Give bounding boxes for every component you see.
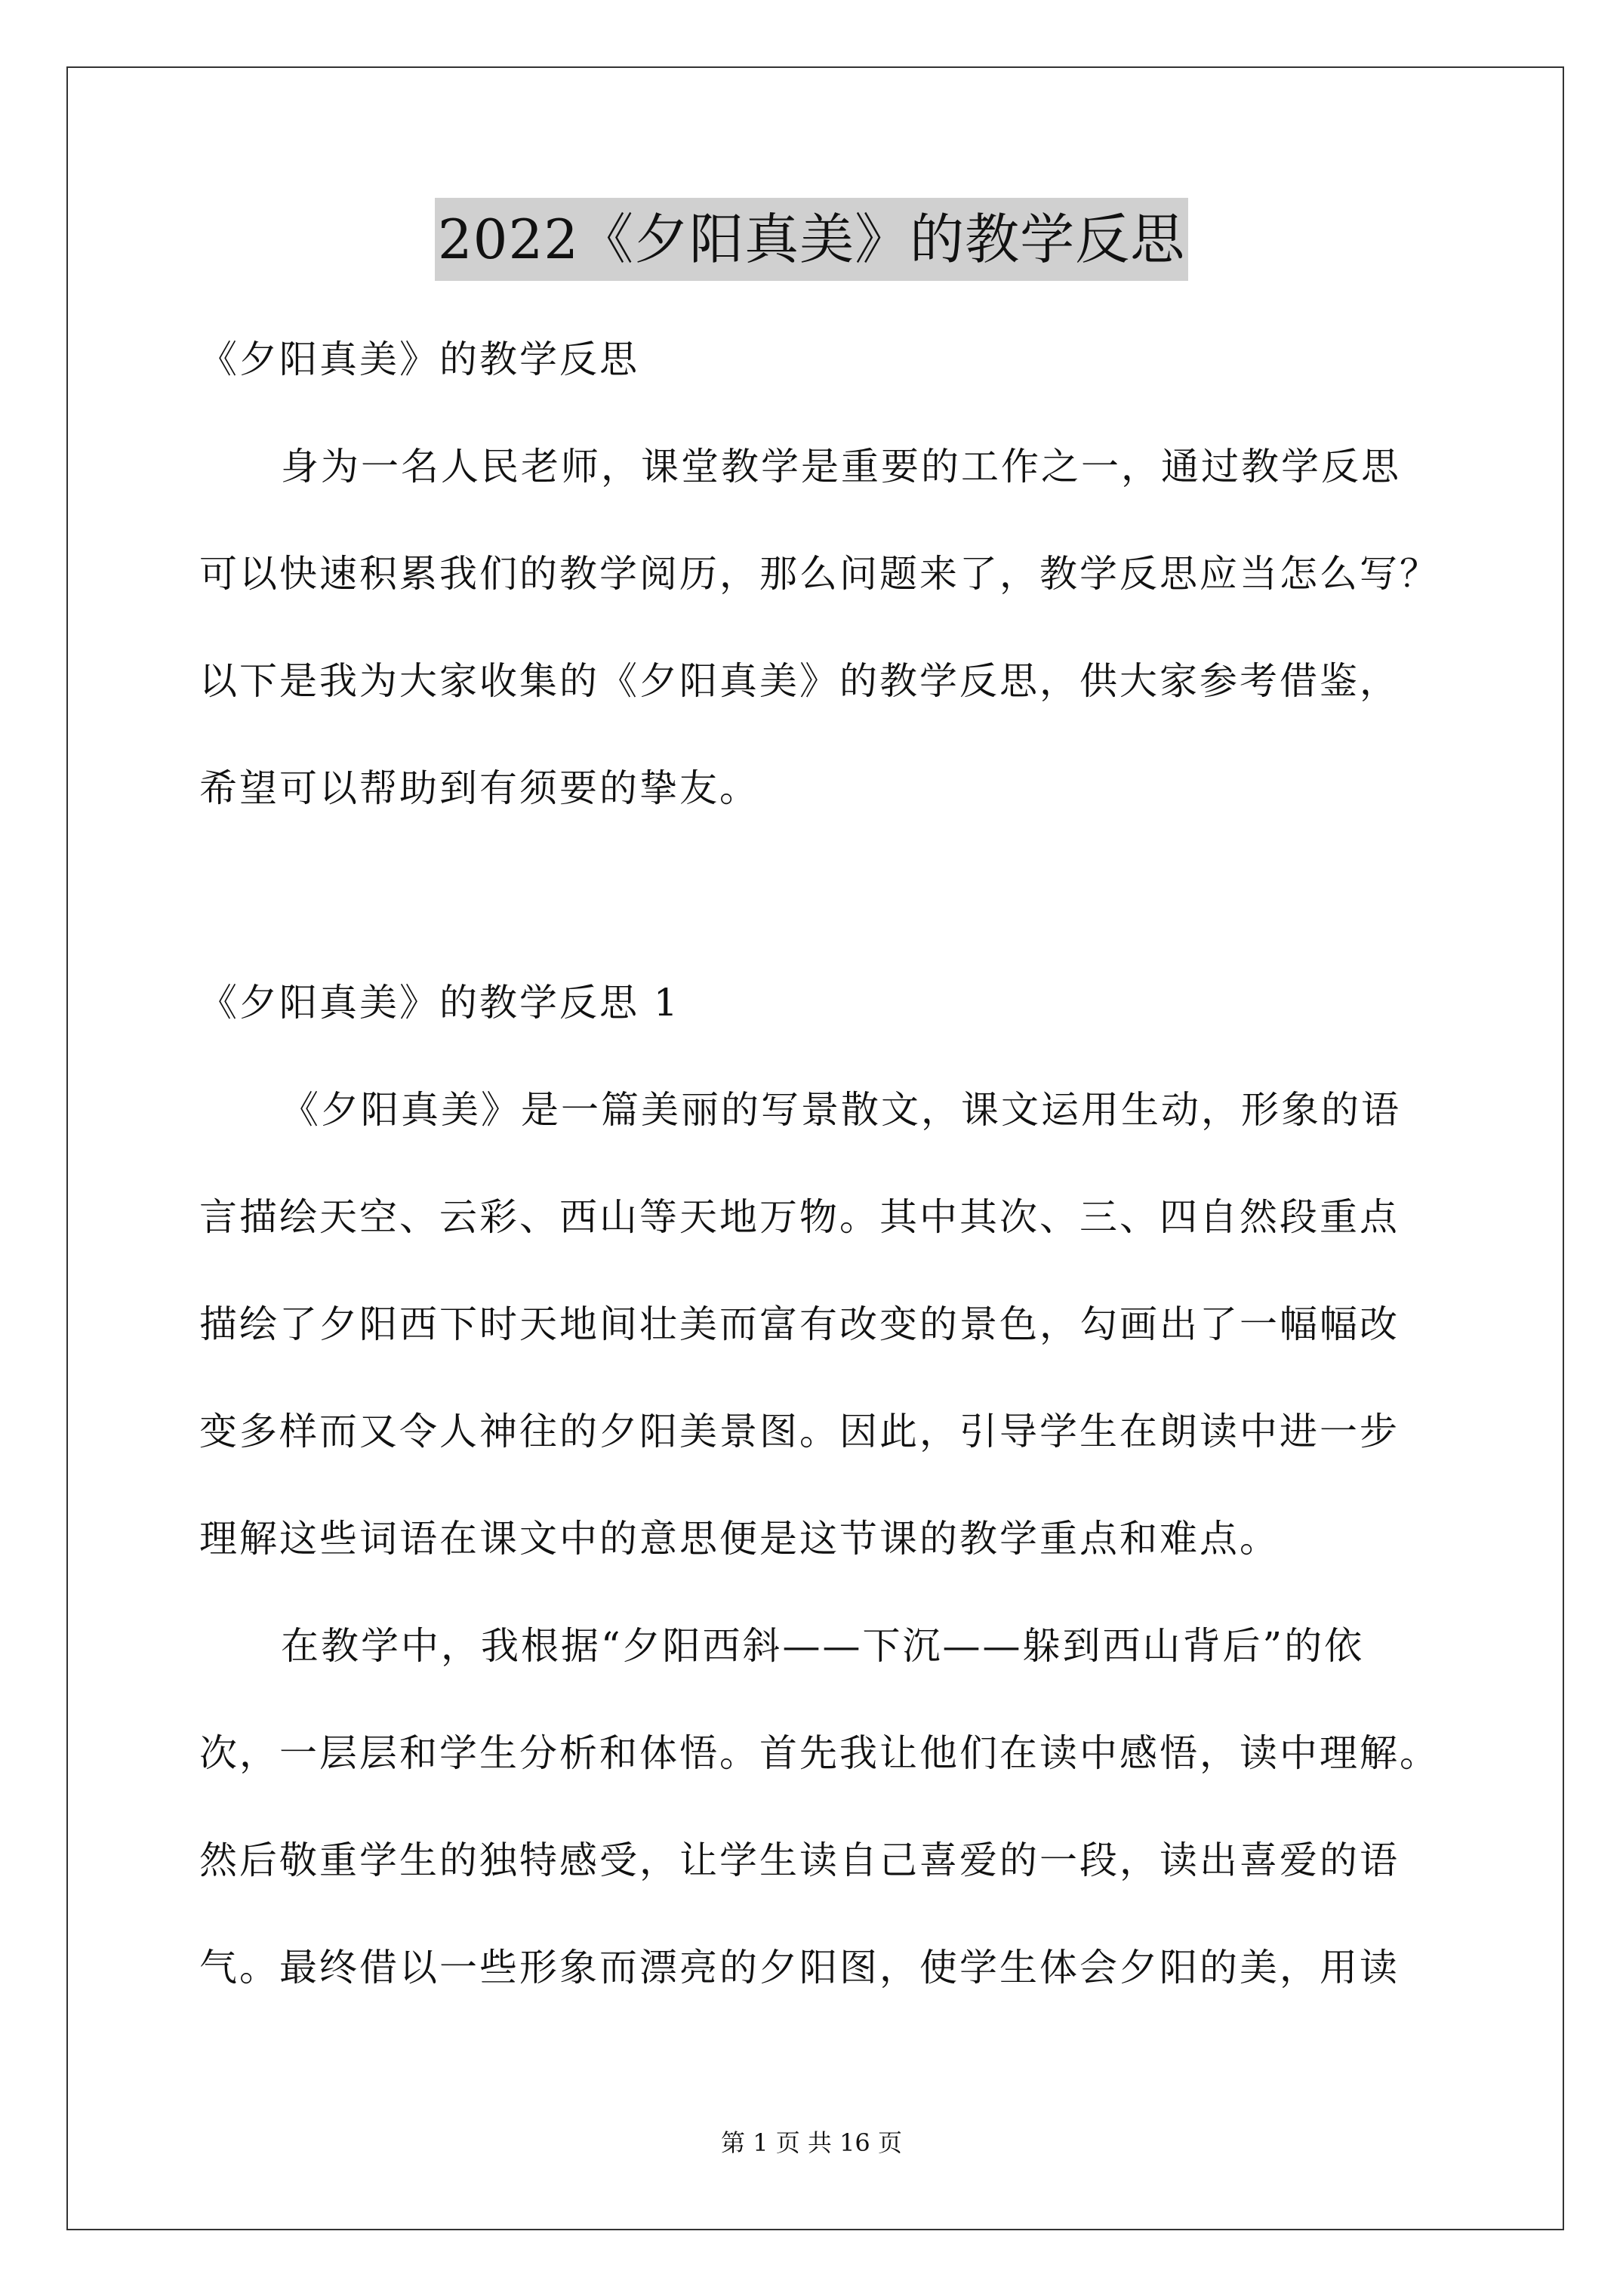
paragraph-line: 变多样而又令人神往的夕阳美景图。因此，引导学生在朗读中进一步 <box>199 1410 1400 1453</box>
paragraph-line: 理解这些词语在课文中的意思便是这节课的教学重点和难点。 <box>199 1517 1280 1561</box>
title-container <box>0 198 1623 281</box>
paragraph-line: 可以快速积累我们的教学阅历，那么问题来了，教学反思应当怎么写？ <box>199 552 1440 596</box>
section-heading: 《夕阳真美》的教学反思 <box>199 337 639 381</box>
paragraph-line: 气。最终借以一些形象而漂亮的夕阳图，使学生体会夕阳的美，用读 <box>199 1946 1400 1989</box>
paragraph-line: 希望可以帮助到有须要的挚友。 <box>199 766 759 810</box>
paragraph-line: 言描绘天空、云彩、西山等天地万物。其中其次、三、四自然段重点 <box>199 1195 1400 1239</box>
paragraph-line: 《夕阳真美》是一篇美丽的写景散文，课文运用生动，形象的语 <box>281 1088 1401 1132</box>
paragraph-line: 在教学中，我根据“夕阳西斜——下沉——躲到西山背后”的依 <box>281 1624 1365 1668</box>
page-footer: 第 1 页 共 16 页 <box>721 2128 902 2157</box>
paragraph-line: 描绘了夕阳西下时天地间壮美而富有改变的景色，勾画出了一幅幅改 <box>199 1302 1400 1346</box>
paragraph-line: 然后敬重学生的独特感受，让学生读自己喜爱的一段，读出喜爱的语 <box>199 1838 1400 1882</box>
document-body <box>199 306 1440 2021</box>
document-title: 2022《夕阳真美》的教学反思 <box>435 198 1188 281</box>
paragraph-line: 次，一层层和学生分析和体悟。首先我让他们在读中感悟，读中理解。 <box>199 1731 1440 1775</box>
section-heading: 《夕阳真美》的教学反思 1 <box>199 981 680 1025</box>
blank-line <box>199 842 1437 949</box>
paragraph-line: 身为一名人民老师，课堂教学是重要的工作之一，通过教学反思 <box>281 445 1401 488</box>
paragraph-line: 以下是我为大家收集的《夕阳真美》的教学反思，供大家参考借鉴， <box>199 659 1400 703</box>
